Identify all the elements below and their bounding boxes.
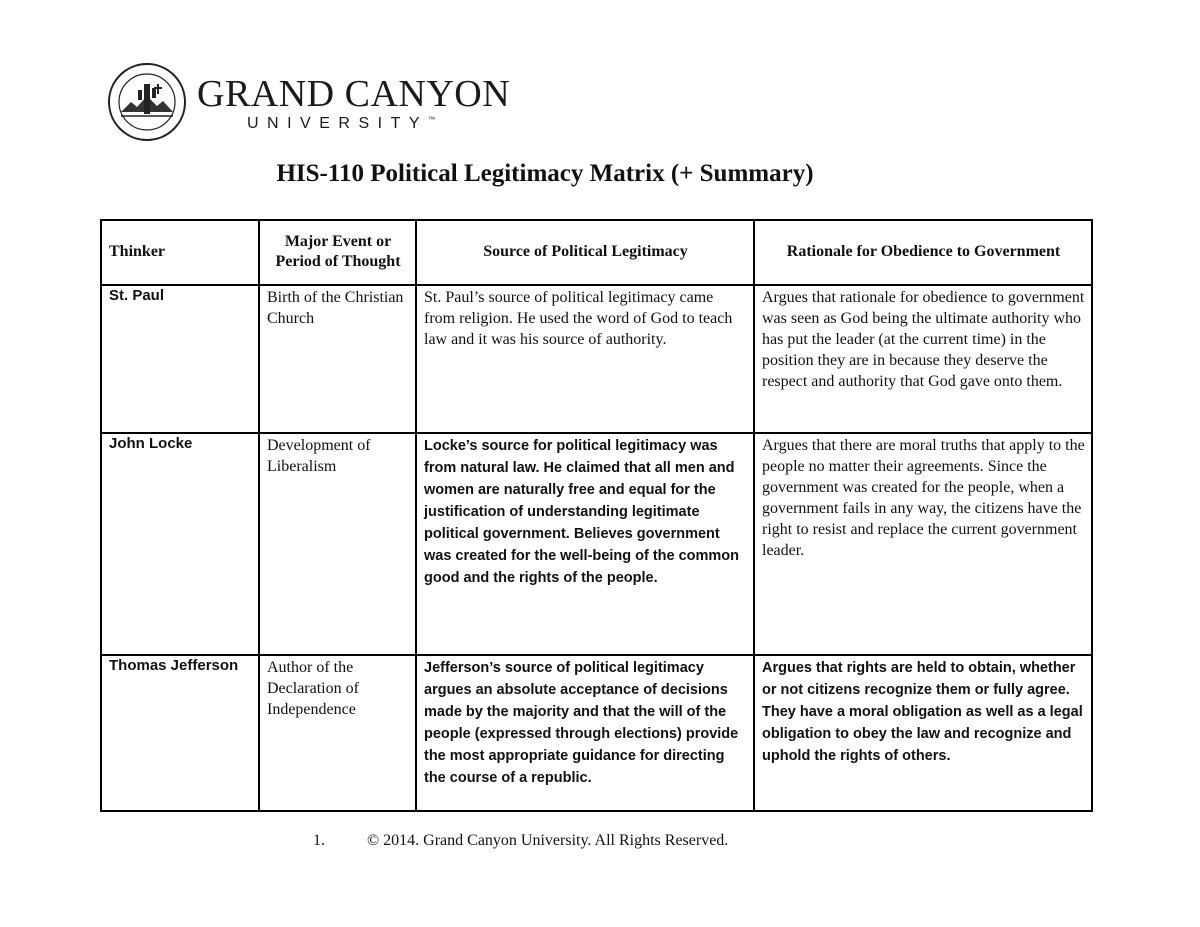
thinker-cell: Thomas Jefferson	[101, 655, 259, 811]
table-row	[101, 655, 1092, 811]
header-thinker: Thinker	[101, 220, 259, 285]
footer-text: © 2014. Grand Canyon University. All Rights Reserved.	[367, 832, 729, 849]
header-source: Source of Political Legitimacy	[416, 220, 754, 285]
thinker-cell: John Locke	[101, 433, 259, 655]
table-header-row	[101, 220, 1092, 285]
source-cell: Locke’s source for political legitimacy was from natural law. He claimed that all men and women are naturally free and equal for the justification of understanding legitimate political government. Believes government was created for the well-being of the common good and the rights of the people.	[416, 433, 754, 655]
rationale-cell: Argues that there are moral truths that apply to the people no matter their agreements. Since the government was created for the people, when a government fails in any way, the citizens have the right to resist and replace the current government leader.	[754, 433, 1092, 655]
table-row	[101, 433, 1092, 655]
copyright-footer	[313, 832, 728, 850]
brand-name: GRAND CANYON	[197, 73, 511, 115]
university-logo	[107, 62, 511, 142]
rationale-cell: Argues that rights are held to obtain, whether or not citizens recognize them or fully agree. They have a moral obligation as well as a legal obligation to obey the law and recognize and uphold the rights of others.	[754, 655, 1092, 811]
legitimacy-matrix-table	[100, 219, 1093, 812]
university-seal-icon	[107, 62, 187, 142]
source-cell: Jefferson’s source of political legitimacy argues an absolute acceptance of decisions made by the majority and that the will of the people (expressed through elections) provide the most appropriate guidance for directing the course of a republic.	[416, 655, 754, 811]
header-rationale: Rationale for Obedience to Government	[754, 220, 1092, 285]
brand-subtitle: UNIVERSITY™	[247, 115, 436, 132]
document-title: HIS-110 Political Legitimacy Matrix (+ Summary)	[276, 160, 814, 187]
header-event: Major Event or Period of Thought	[259, 220, 416, 285]
footer-number: 1.	[313, 832, 325, 849]
thinker-cell: St. Paul	[101, 285, 259, 433]
event-cell: Author of the Declaration of Independence	[259, 655, 416, 811]
rationale-cell: Argues that rationale for obedience to government was seen as God being the ultimate authority who has put the leader (at the current time) in the position they are in because they deserve the respect and authority that God gave onto them.	[754, 285, 1092, 433]
event-cell: Birth of the Christian Church	[259, 285, 416, 433]
source-cell: St. Paul’s source of political legitimacy came from religion. He used the word of God to teach law and it was his source of authority.	[416, 285, 754, 433]
table-row	[101, 285, 1092, 433]
event-cell: Development of Liberalism	[259, 433, 416, 655]
